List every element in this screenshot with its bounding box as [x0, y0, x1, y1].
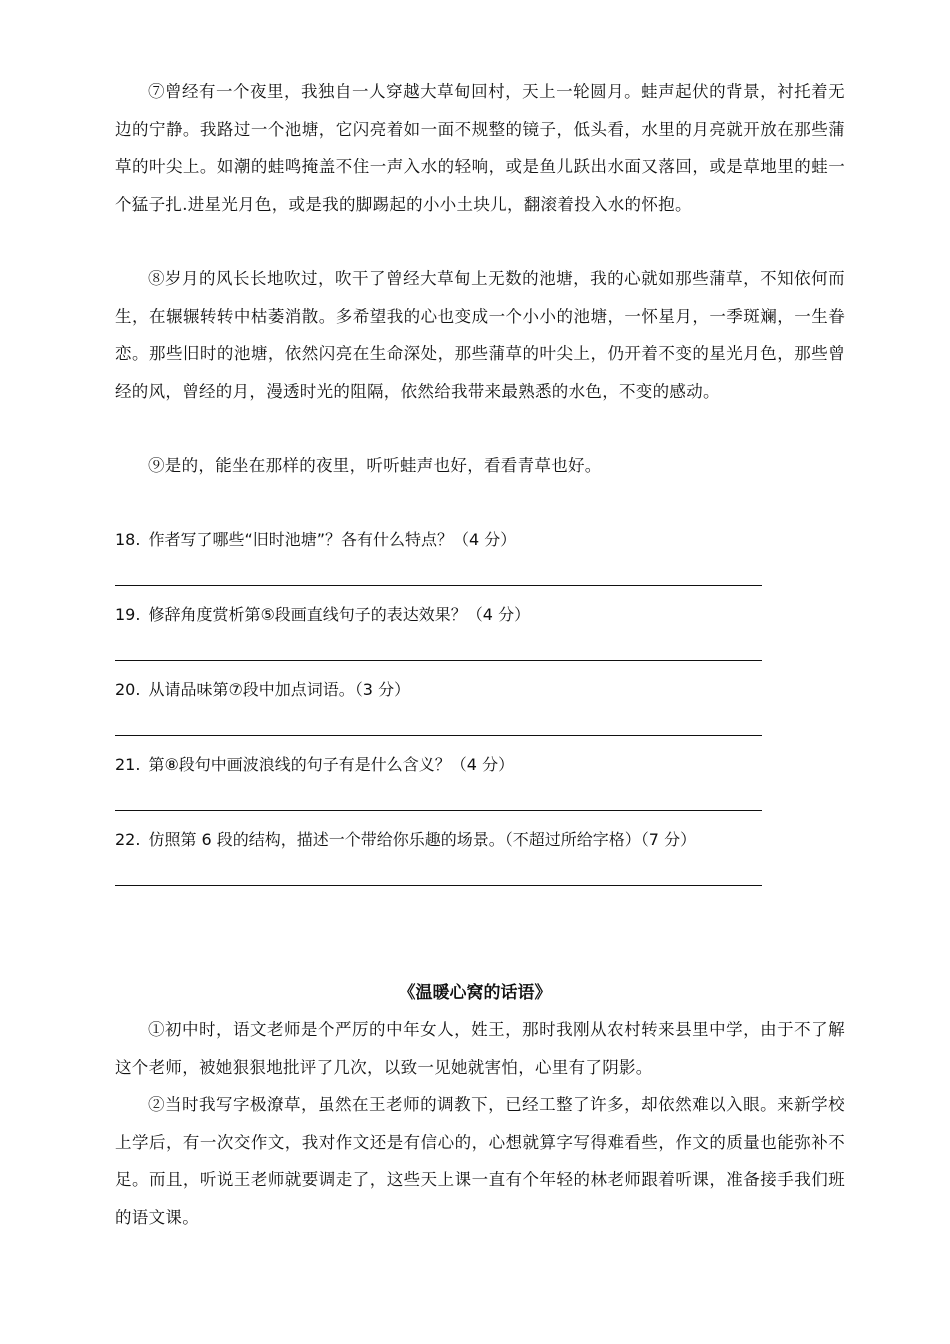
- passage-title: 《温暖心窝的话语》: [398, 983, 552, 1003]
- answer-line-21[interactable]: [115, 810, 762, 811]
- answer-line-20[interactable]: [115, 735, 762, 736]
- question-number: 19.: [115, 605, 141, 624]
- paragraph-8: ⑧岁月的风长长地吹过，吹干了曾经大草甸上无数的池塘，我的心就如那些蒲草，不知依何而生，在辗辗转转中枯萎消散。多希望我的心也变成一个小小的池塘，一怀星月，一季斑斓，一生眷恋。那些旧时的池塘，依然闪亮在生命深处，那些蒲草的叶尖上，仍开着不变的星光月色，那些曾经的风，曾经的月，漫透时光的阻隔，依然给我带来最熟悉的水色，不变的感动。: [115, 269, 845, 401]
- question-number: 22.: [115, 830, 141, 849]
- question-22: [115, 829, 845, 851]
- question-text: 从请品味第⑦段中加点词语。（3 分）: [148, 680, 411, 699]
- paragraph-1: ①初中时，语文老师是个严厉的中年女人，姓王，那时我刚从农村转来县里中学，由于不了解这个老师，被她狠狠地批评了几次，以致一见她就害怕，心里有了阴影。: [115, 1020, 845, 1077]
- answer-line-18[interactable]: [115, 585, 762, 586]
- question-text: 第⑧段句中画波浪线的句子有是什么含义？（4 分）: [148, 755, 515, 774]
- question-21: [115, 754, 845, 776]
- question-number: 21.: [115, 755, 141, 774]
- answer-line-22[interactable]: [115, 885, 762, 886]
- question-text: 作者写了哪些“旧时池塘”？各有什么特点？（4 分）: [148, 530, 517, 549]
- paragraph-2: ②当时我写字极潦草，虽然在王老师的调教下，已经工整了许多，却依然难以入眼。来新学校上学后，有一次交作文，我对作文还是有信心的，心想就算字写得难看些，作文的质量也能弥补不足。而且，听说王老师就要调走了，这些天上课一直有个年轻的林老师跟着听课，准备接手我们班的语文课。: [115, 1095, 845, 1227]
- question-18: [115, 529, 845, 551]
- question-number: 18.: [115, 530, 141, 549]
- answer-line-19[interactable]: [115, 660, 762, 661]
- question-text: 修辞角度赏析第⑤段画直线句子的表达效果？（4 分）: [148, 605, 531, 624]
- question-19: [115, 604, 845, 626]
- question-text: 仿照第 6 段的结构，描述一个带给你乐趣的场景。（不超过所给字格）（7 分）: [148, 830, 697, 849]
- paragraph-9: ⑨是的，能坐在那样的夜里，听听蛙声也好，看看青草也好。: [148, 456, 602, 475]
- question-20: [115, 679, 845, 701]
- paragraph-7: ⑦曾经有一个夜里，我独自一人穿越大草甸回村，天上一轮圆月。蛙声起伏的背景，衬托着无边的宁静。我路过一个池塘，它闪亮着如一面不规整的镜子，低头看，水里的月亮就开放在那些蒲草的叶尖上。如潮的蛙鸣掩盖不住一声入水的轻响，或是鱼儿跃出水面又落回，或是草地里的蛙一个猛子扎.进星光月色，或是我的脚踢起的小小土块儿，翻滚着投入水的怀抱。: [115, 82, 845, 214]
- question-number: 20.: [115, 680, 141, 699]
